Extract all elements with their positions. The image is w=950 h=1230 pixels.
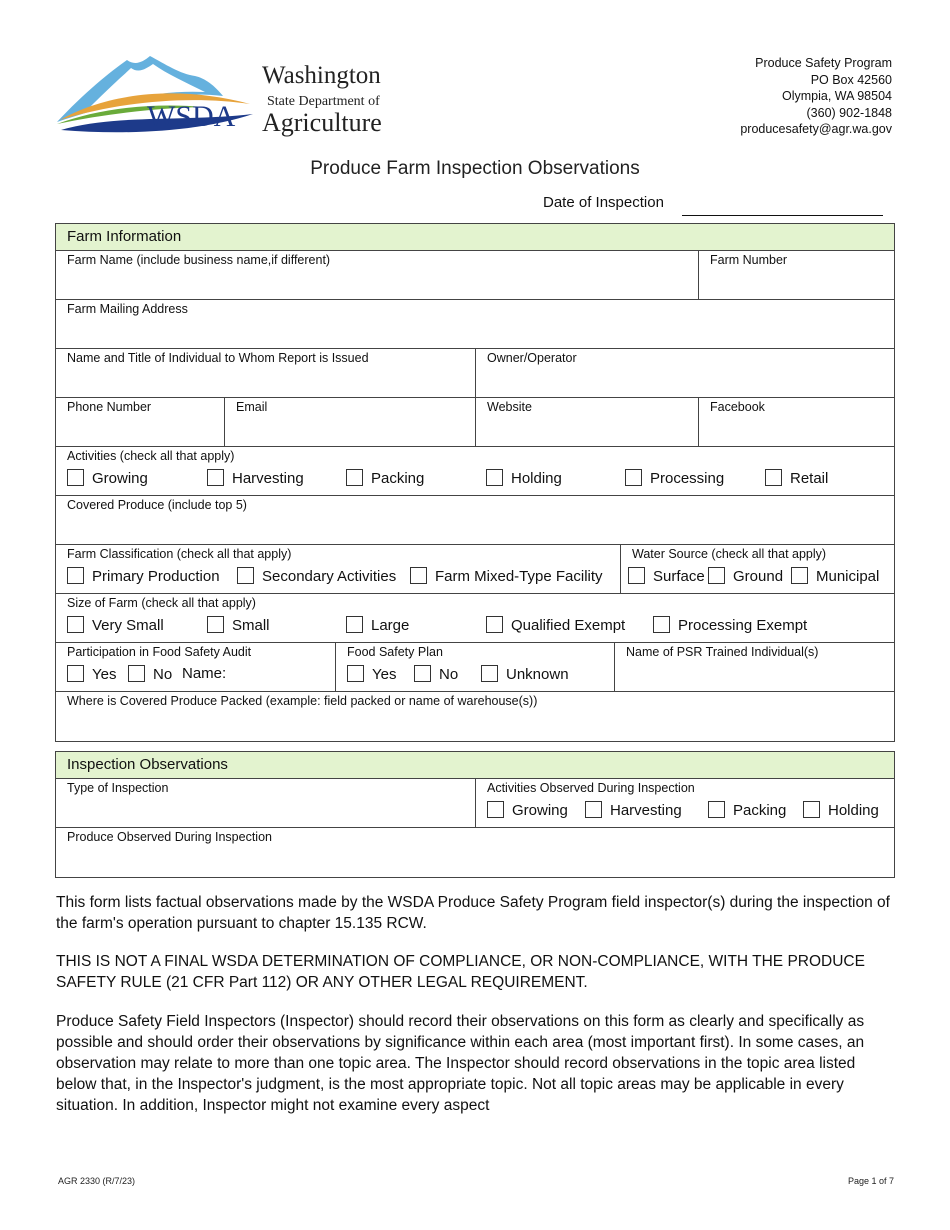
activity-retail[interactable]: Retail xyxy=(765,469,828,488)
row-activities xyxy=(56,447,894,496)
activities-observed-cell xyxy=(475,779,894,827)
plan-unknown[interactable]: Unknown xyxy=(481,665,569,684)
activity-harvesting[interactable]: Harvesting xyxy=(207,469,304,488)
farm-name-label: Farm Name (include business name,if different) xyxy=(67,253,331,267)
date-of-inspection-label: Date of Inspection xyxy=(543,194,664,211)
checkbox[interactable] xyxy=(67,616,84,633)
row-report-issued xyxy=(56,349,894,398)
facebook-label: Facebook xyxy=(710,400,765,414)
logo-line-agriculture: Agriculture xyxy=(262,108,382,137)
water-municipal[interactable]: Municipal xyxy=(791,567,879,586)
checkbox[interactable] xyxy=(708,801,725,818)
audit-yes[interactable]: Yes xyxy=(67,665,116,684)
checkbox[interactable] xyxy=(481,665,498,682)
checkbox[interactable] xyxy=(486,616,503,633)
plan-yes[interactable]: Yes xyxy=(347,665,396,684)
water-source-cell xyxy=(620,545,894,593)
activity-holding[interactable]: Holding xyxy=(486,469,562,488)
email-label: Email xyxy=(236,400,268,414)
farm-size-cell xyxy=(56,594,894,642)
report-issued-to-label: Name and Title of Individual to Whom Report is Issued xyxy=(67,351,369,365)
size-processing-exempt[interactable]: Processing Exempt xyxy=(653,616,807,635)
inspection-observations-section xyxy=(55,751,895,878)
checkbox[interactable] xyxy=(207,616,224,633)
logo-line-washington: Washington xyxy=(262,62,381,89)
classification-label: Farm Classification (check all that apply) xyxy=(67,547,292,561)
inspection-type-label: Type of Inspection xyxy=(67,781,169,795)
report-issued-to-field[interactable] xyxy=(56,349,475,397)
contact-city: Olympia, WA 98504 xyxy=(781,89,892,103)
checkbox[interactable] xyxy=(628,567,645,584)
covered-produce-field[interactable] xyxy=(56,496,894,544)
logo-acronym: WSDA xyxy=(147,100,236,133)
checkbox[interactable] xyxy=(487,801,504,818)
wsda-logo xyxy=(55,52,400,142)
row-audit-plan xyxy=(56,643,894,692)
row-contact-info xyxy=(56,398,894,447)
checkbox[interactable] xyxy=(410,567,427,584)
checkbox[interactable] xyxy=(486,469,503,486)
contact-po-box: PO Box 42560 xyxy=(810,72,892,87)
activity-packing[interactable]: Packing xyxy=(346,469,424,488)
row-mailing-address xyxy=(56,300,894,349)
size-very-small[interactable]: Very Small xyxy=(67,616,164,635)
farm-name-field[interactable] xyxy=(56,251,698,299)
water-ground[interactable]: Ground xyxy=(708,567,783,586)
checkbox[interactable] xyxy=(128,665,145,682)
facebook-field[interactable] xyxy=(698,398,894,446)
observed-holding[interactable]: Holding xyxy=(803,801,879,820)
activity-processing[interactable]: Processing xyxy=(625,469,724,488)
row-produce-observed xyxy=(56,828,894,877)
row-farm-size xyxy=(56,594,894,643)
audit-cell xyxy=(56,643,335,691)
size-large[interactable]: Large xyxy=(346,616,409,635)
activities-observed-label: Activities Observed During Inspection xyxy=(487,781,695,795)
food-safety-plan-cell xyxy=(335,643,614,691)
contact-email[interactable]: producesafety@agr.wa.gov xyxy=(740,122,892,136)
checkbox[interactable] xyxy=(414,665,431,682)
logo-line-department: State Department of xyxy=(267,94,380,109)
classification-primary[interactable]: Primary Production xyxy=(67,567,220,586)
activities-cell xyxy=(56,447,894,495)
food-safety-plan-label: Food Safety Plan xyxy=(347,645,443,659)
page-title: Produce Farm Inspection Observations xyxy=(310,158,640,179)
mailing-address-label: Farm Mailing Address xyxy=(67,302,188,316)
covered-produce-label: Covered Produce (include top 5) xyxy=(67,498,247,512)
size-small[interactable]: Small xyxy=(207,616,270,635)
paragraph-intro: This form lists factual observations made by the WSDA Produce Safety Program field inspector(s) during the inspection of the farm's operation pursuant to chapter 15.135 RCW. xyxy=(56,894,890,932)
farm-size-label: Size of Farm (check all that apply) xyxy=(67,596,256,610)
page-number: Page 1 of 7 xyxy=(847,1176,894,1186)
classification-mixed[interactable]: Farm Mixed-Type Facility xyxy=(410,567,603,586)
phone-label: Phone Number xyxy=(67,400,152,414)
checkbox[interactable] xyxy=(237,567,254,584)
farm-number-label: Farm Number xyxy=(710,253,788,267)
observed-growing[interactable]: Growing xyxy=(487,801,568,820)
checkbox[interactable] xyxy=(67,469,84,486)
audit-no[interactable]: No xyxy=(128,665,172,684)
audit-label: Participation in Food Safety Audit xyxy=(67,645,252,659)
inspection-observations-header: Inspection Observations xyxy=(56,752,894,779)
checkbox[interactable] xyxy=(585,801,602,818)
psr-trained-label: Name of PSR Trained Individual(s) xyxy=(626,645,819,659)
checkbox[interactable] xyxy=(346,469,363,486)
produce-observed-label: Produce Observed During Inspection xyxy=(67,830,272,844)
row-covered-produce xyxy=(56,496,894,545)
checkbox[interactable] xyxy=(625,469,642,486)
checkbox[interactable] xyxy=(708,567,725,584)
packed-location-label: Where is Covered Produce Packed (example: field packed or name of warehouse(s)) xyxy=(67,694,538,708)
contact-phone: (360) 902-1848 xyxy=(806,105,892,120)
classification-secondary[interactable]: Secondary Activities xyxy=(237,567,396,586)
produce-observed-field[interactable] xyxy=(56,828,894,877)
size-qualified-exempt[interactable]: Qualified Exempt xyxy=(486,616,625,635)
form-number: AGR 2330 (R/7/23) xyxy=(58,1176,136,1186)
checkbox[interactable] xyxy=(791,567,808,584)
activities-label: Activities (check all that apply) xyxy=(67,449,235,463)
farm-number-field[interactable] xyxy=(698,251,894,299)
mailing-address-field[interactable] xyxy=(56,300,894,348)
water-source-label: Water Source (check all that apply) xyxy=(632,547,827,561)
inspection-type-field[interactable] xyxy=(56,779,475,827)
wsda-logo-mark xyxy=(55,52,255,137)
farm-information-header: Farm Information xyxy=(56,224,894,251)
owner-operator-field[interactable] xyxy=(475,349,894,397)
website-field[interactable] xyxy=(475,398,698,446)
farm-information-section xyxy=(55,223,895,742)
email-field[interactable] xyxy=(224,398,475,446)
row-packed-location xyxy=(56,692,894,741)
contact-block xyxy=(740,55,892,138)
paragraph-disclaimer: THIS IS NOT A FINAL WSDA DETERMINATION OF COMPLIANCE, OR NON-COMPLIANCE, WITH THE PRODUCE SAFETY RULE (21 CFR Part 112) OR ANY OTHER LEGAL REQUIREMENT. xyxy=(56,953,865,991)
owner-operator-label: Owner/Operator xyxy=(487,351,577,365)
checkbox[interactable] xyxy=(347,665,364,682)
checkbox[interactable] xyxy=(653,616,670,633)
checkbox[interactable] xyxy=(207,469,224,486)
checkbox[interactable] xyxy=(67,567,84,584)
observed-harvesting[interactable]: Harvesting xyxy=(585,801,682,820)
packed-location-field[interactable] xyxy=(56,692,894,741)
row-farm-name xyxy=(56,251,894,300)
observed-packing[interactable]: Packing xyxy=(708,801,786,820)
website-label: Website xyxy=(487,400,532,414)
date-of-inspection-field[interactable] xyxy=(682,215,883,216)
checkbox[interactable] xyxy=(765,469,782,486)
checkbox[interactable] xyxy=(803,801,820,818)
checkbox[interactable] xyxy=(67,665,84,682)
phone-field[interactable] xyxy=(56,398,224,446)
psr-trained-field[interactable] xyxy=(614,643,894,691)
paragraph-instructions: Produce Safety Field Inspectors (Inspector) should record their observations on this form as clearly and specifically as possible and should order their observations by significance within each area (most important first). In some cases, an observation may relate to more than one topic area. The Inspector should record observations in the topic area listed below that, in the Inspector's judgment, is the most appropriate topic. Not all topic areas may be applicable in every situation. In addition, Inspector might not examine every aspect xyxy=(56,1013,865,1114)
classification-cell xyxy=(56,545,620,593)
contact-program: Produce Safety Program xyxy=(755,56,892,70)
audit-name-label: Name: xyxy=(182,665,227,682)
plan-no[interactable]: No xyxy=(414,665,458,684)
row-inspection-type xyxy=(56,779,894,828)
checkbox[interactable] xyxy=(346,616,363,633)
water-surface[interactable]: Surface xyxy=(628,567,705,586)
activity-growing[interactable]: Growing xyxy=(67,469,148,488)
row-classification xyxy=(56,545,894,594)
